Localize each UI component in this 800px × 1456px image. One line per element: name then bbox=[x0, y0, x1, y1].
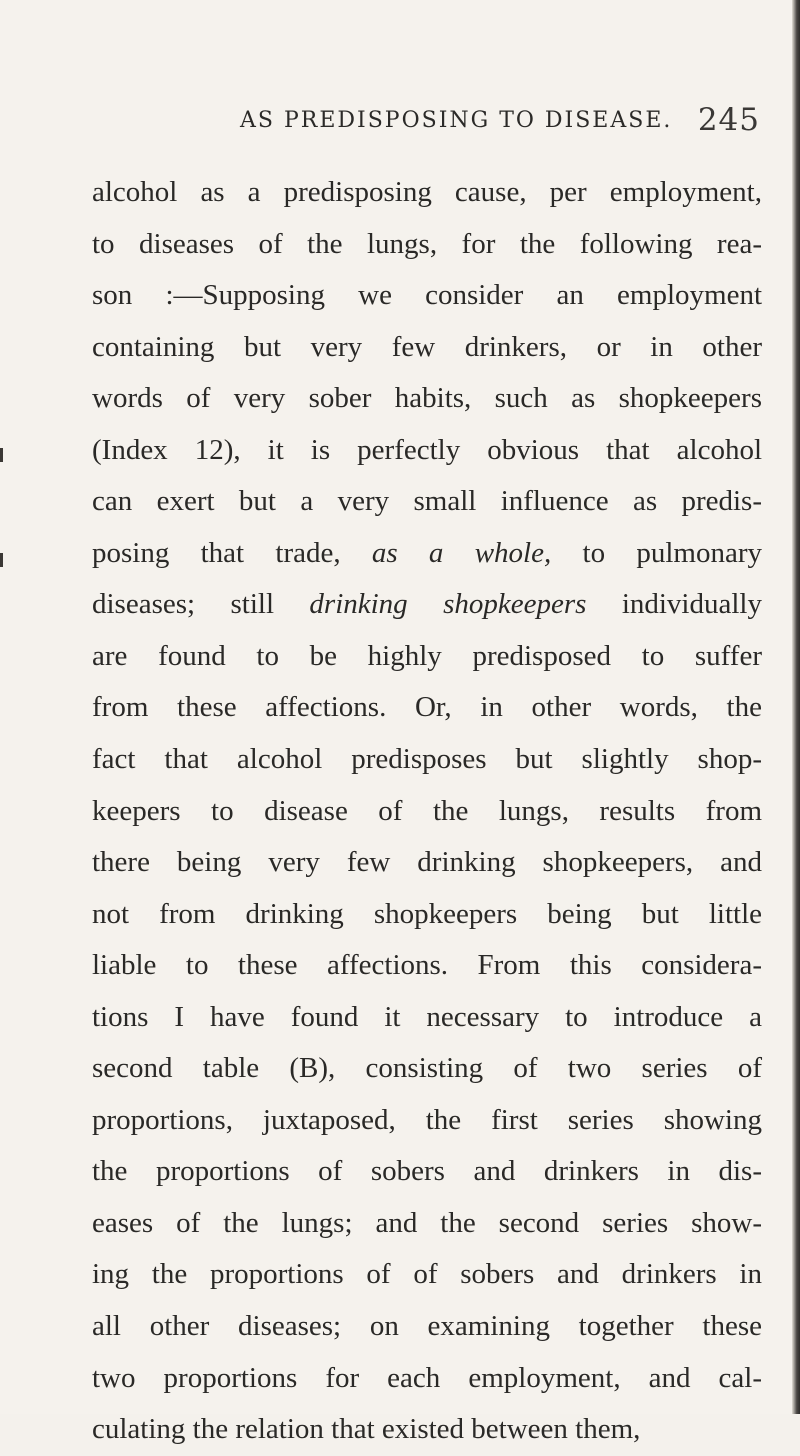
text-line: keepers to disease of the lungs, results from bbox=[92, 794, 762, 827]
text-run: posing that trade, bbox=[92, 536, 372, 569]
text-line: all other diseases; on examining together these bbox=[92, 1310, 762, 1343]
text-line: liable to these affections. From this considera- bbox=[92, 949, 762, 982]
body-text bbox=[92, 167, 762, 1456]
text-line: words of very sober habits, such as shopkeepers bbox=[92, 382, 762, 415]
text-line: are found to be highly predisposed to suffer bbox=[92, 639, 762, 672]
text-line bbox=[92, 579, 762, 631]
text-line: can exert but a very small influence as predis- bbox=[92, 485, 762, 518]
text-line: culating the relation that existed between them, bbox=[92, 1413, 641, 1446]
text-line: proportions, juxtaposed, the first series showing bbox=[92, 1103, 762, 1136]
text-line: alcohol as a predisposing cause, per employment, bbox=[92, 176, 762, 208]
italic-run: as a whole, bbox=[371, 536, 552, 569]
text-line: containing but very few drinkers, or in other bbox=[92, 330, 762, 363]
text-line: the proportions of sobers and drinkers in dis- bbox=[92, 1155, 762, 1188]
page-number: 245 bbox=[697, 102, 760, 138]
text-line: two proportions for each employment, and cal- bbox=[92, 1361, 762, 1394]
text-line: eases of the lungs; and the second series show- bbox=[92, 1206, 762, 1239]
text-line: second table (B), consisting of two series of bbox=[92, 1052, 762, 1085]
text-line bbox=[92, 528, 762, 580]
text-run: diseases; still bbox=[92, 588, 310, 621]
running-title: AS PREDISPOSING TO DISEASE. bbox=[240, 108, 673, 133]
text-line: from these affections. Or, in other words, the bbox=[92, 691, 762, 724]
text-line: to diseases of the lungs, for the following rea- bbox=[92, 227, 762, 260]
page-edge-shadow bbox=[792, 0, 800, 1414]
italic-run: drinking shopkeepers bbox=[309, 588, 587, 621]
margin-mark bbox=[0, 553, 3, 567]
text-line: there being very few drinking shopkeepers, and bbox=[92, 846, 762, 879]
text-line: tions I have found it necessary to introduce a bbox=[92, 1000, 762, 1033]
text-line: (Index 12), it is perfectly obvious that alcohol bbox=[92, 433, 762, 466]
text-run: to pulmonary bbox=[551, 536, 763, 569]
text-line: ing the proportions of of sobers and drinkers in bbox=[92, 1258, 762, 1291]
text-run: individually bbox=[586, 588, 762, 621]
margin-mark bbox=[0, 448, 3, 462]
running-head bbox=[240, 102, 760, 148]
text-line: son :—Supposing we consider an employment bbox=[92, 279, 762, 312]
text-line: not from drinking shopkeepers being but little bbox=[92, 897, 762, 930]
text-line: fact that alcohol predisposes but slightly shop- bbox=[92, 743, 762, 776]
